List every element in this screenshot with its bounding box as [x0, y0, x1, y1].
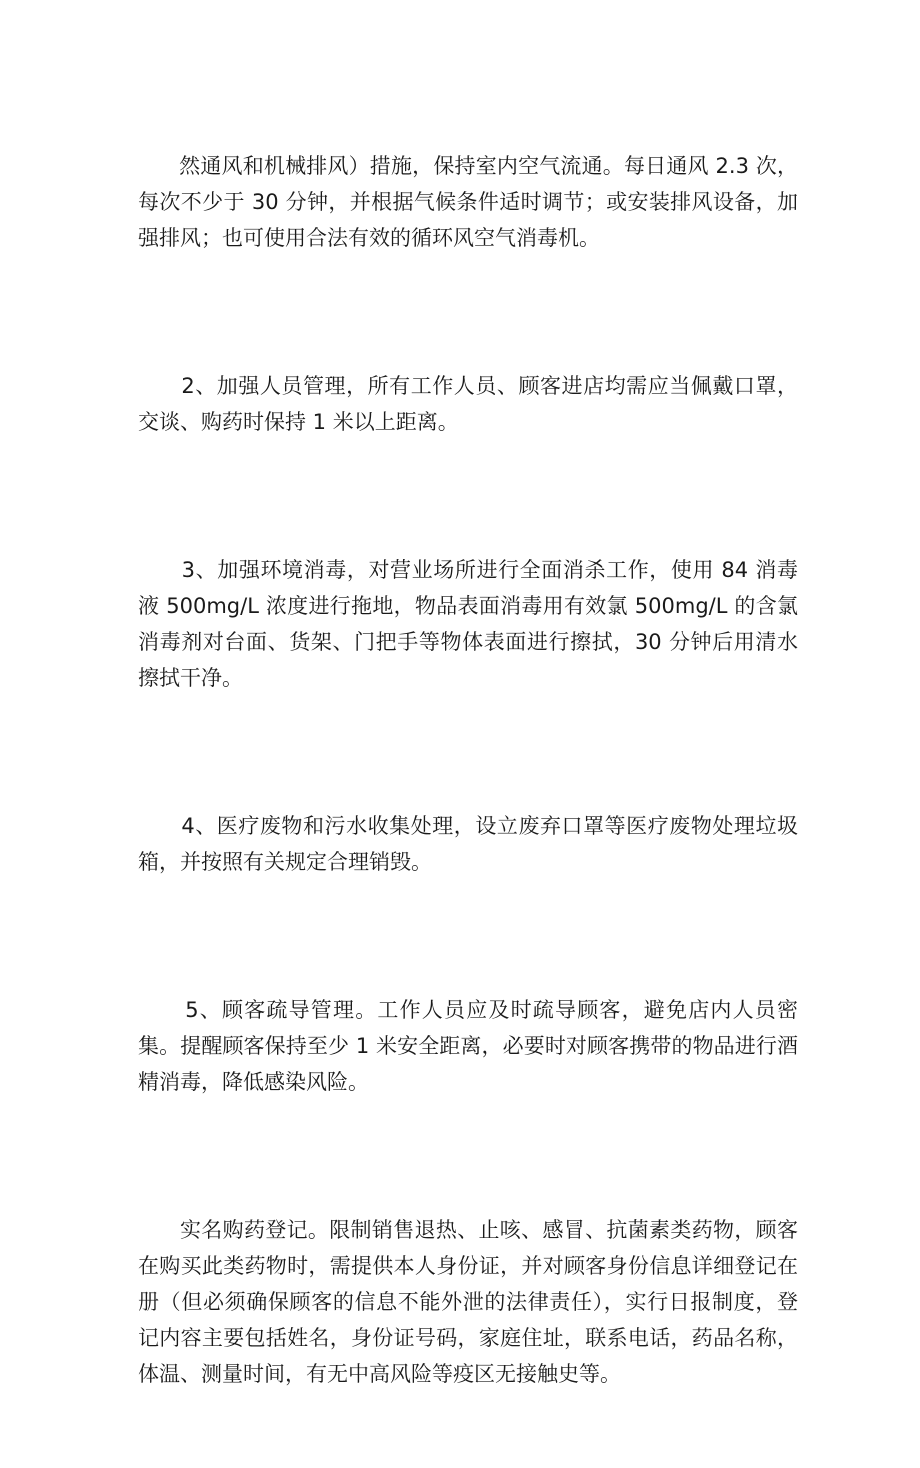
- paragraph-waste: [138, 772, 798, 916]
- text-line: 擦拭干净。: [138, 666, 243, 690]
- text-line: 然通风和机械排风）措施，保持室内空气流通。每日通风 2.3 次，每: [138, 154, 798, 214]
- paragraph-disinfection: [138, 516, 798, 732]
- text-line: 强排风；也可使用合法有效的循环风空气消毒机。: [138, 226, 600, 250]
- text-line: 消毒剂对台面、货架、门把手等物体表面进行擦拭，30 分钟后用清水: [138, 630, 798, 654]
- text-line: 圾箱，并按照有关规定合理销毁。: [138, 814, 799, 874]
- text-line: 客在购买此类药物时，需提供本人身份证，并对顾客身份信息详细登: [138, 1218, 798, 1278]
- text-line: 次不少于 30 分钟，并根据气候条件适时调节；或安装排风设备，加: [159, 190, 799, 214]
- text-line: 2、加强人员管理，所有工作人员、顾客进店均需应当佩戴口罩，: [181, 374, 799, 398]
- text-line: 实名购药登记。限制销售退热、止咳、感冒、抗菌素类药物，顾: [179, 1218, 777, 1242]
- text-line: 3、加强环境消毒，对营业场所进行全面消杀工作，使用 84 消毒: [181, 558, 798, 582]
- paragraph-guidance: [138, 956, 798, 1136]
- text-line: 5、顾客疏导管理。工作人员应及时疏导顾客，避免店内人员密: [185, 998, 798, 1022]
- document-body: [138, 112, 798, 1468]
- text-line: 酒精消毒，降低感染风险。: [138, 1034, 798, 1094]
- text-line: 品名称，体温、测量时间，有无中高风险等疫区无接触史等。: [138, 1326, 799, 1386]
- paragraph-ventilation: [138, 112, 798, 292]
- paragraph-registration: [138, 1176, 798, 1428]
- text-line: 度，登记内容主要包括姓名，身份证号码，家庭住址，联系电话，药: [138, 1290, 799, 1350]
- paragraph-personnel: [138, 332, 798, 476]
- text-line: 集。提醒顾客保持至少 1 米安全距离，必要时对顾客携带的物品进行: [138, 1034, 777, 1058]
- text-line: 记在册（但必须确保顾客的信息不能外泄的法律责任），实行日报制: [138, 1254, 799, 1314]
- text-line: 4、医疗废物和污水收集处理，设立废弃口罩等医疗废物处理垃: [181, 814, 778, 838]
- text-line: 交谈、购药时保持 1 米以上距离。: [138, 410, 459, 434]
- text-line: 液 500mg/L 浓度进行拖地，物品表面消毒用有效氯 500mg/L 的含氯: [138, 594, 798, 618]
